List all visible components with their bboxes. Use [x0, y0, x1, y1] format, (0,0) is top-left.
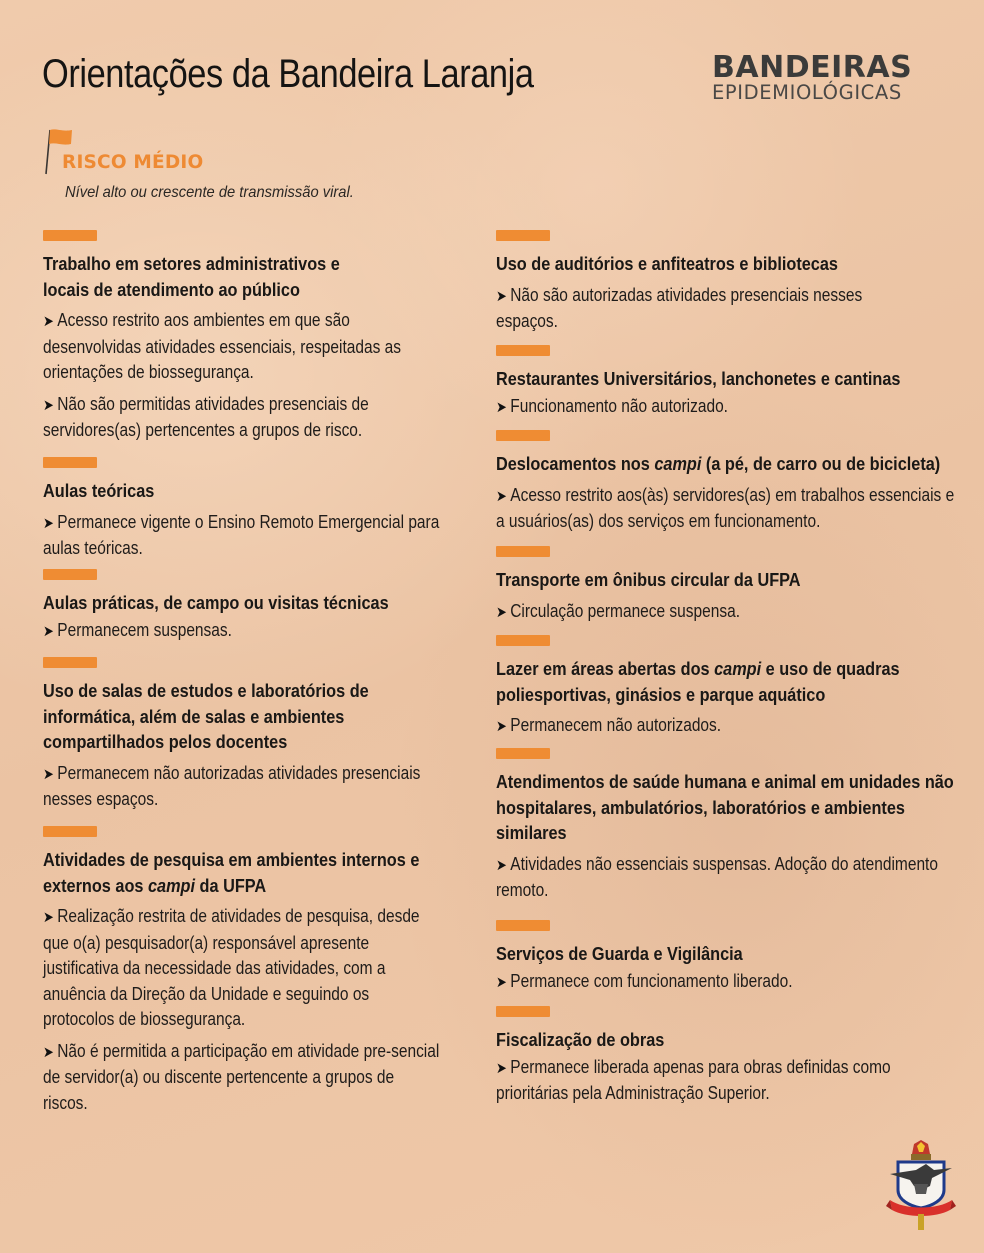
section-item: ➤ Não são permitidas atividades presenciais de servidores(as) pertencentes a grupos de risco. — [43, 393, 369, 440]
section-health-services — [496, 748, 956, 904]
section-item: ➤ Não é permitida a participação em atividade pre-sencial de servidor(a) ou discente pertencente a grupos de riscos. — [43, 1040, 440, 1113]
section-title: Aulas teóricas — [43, 480, 155, 501]
university-seal-icon — [886, 1140, 956, 1232]
section-item: ➤ Acesso restrito aos(às) servidores(as) em trabalhos essenciais e a usuários(as) dos serviços em funcionamento. — [496, 484, 955, 531]
section-title: Lazer em áreas abertas dos campi e uso de quadras poliesportivas, ginásios e parque aquático — [496, 658, 900, 705]
bullet-arrow-icon: ➤ — [43, 908, 54, 926]
section-item: ➤ Permanece com funcionamento liberado. — [496, 970, 793, 991]
section-leisure — [496, 635, 956, 740]
section-title: Atendimentos de saúde humana e animal em unidades não hospitalares, ambulatórios, laboratórios e ambientes similares — [496, 771, 954, 843]
bullet-arrow-icon: ➤ — [496, 397, 507, 416]
section-marker — [496, 230, 550, 241]
bullet-arrow-icon: ➤ — [43, 1042, 54, 1061]
section-marker — [43, 826, 97, 837]
bullet-arrow-icon: ➤ — [496, 486, 507, 505]
section-marker — [496, 635, 550, 646]
section-item: ➤ Atividades não essenciais suspensas. Adoção do atendimento remoto. — [496, 853, 938, 900]
section-item: ➤ Acesso restrito aos ambientes em que são desenvolvidas atividades essenciais, respeitadas as orientações de biossegurança. — [43, 310, 401, 382]
risk-level — [44, 126, 444, 206]
bullet-arrow-icon: ➤ — [496, 717, 507, 735]
section-item: ➤ Funcionamento não autorizado. — [496, 395, 728, 416]
section-marker — [496, 430, 550, 441]
section-theory-classes — [43, 457, 443, 562]
bullet-arrow-icon: ➤ — [43, 621, 54, 640]
bullet-arrow-icon: ➤ — [43, 513, 54, 532]
bullet-arrow-icon: ➤ — [43, 395, 54, 414]
section-marker — [43, 457, 97, 468]
section-title: Atividades de pesquisa em ambientes internos e externos aos campi da UFPA — [43, 849, 420, 896]
section-title: Restaurantes Universitários, lanchonetes e cantinas — [496, 368, 901, 389]
section-title: Fiscalização de obras — [496, 1029, 665, 1050]
section-restaurants — [496, 345, 956, 420]
section-item: ➤ Realização restrita de atividades de pesquisa, desde que o(a) pesquisador(a) responsável apresente justificativa da necessidade das atividades, com a anuência da Direção da Unidade e seguindo os protocolos de biossegurança. — [43, 906, 420, 1029]
section-marker — [43, 657, 97, 668]
section-security-services — [496, 920, 956, 995]
section-campus-bus — [496, 546, 956, 625]
section-item: ➤ Permanecem suspensas. — [43, 619, 232, 640]
bullet-arrow-icon: ➤ — [496, 602, 507, 621]
section-practical-classes — [43, 569, 443, 644]
section-title: Serviços de Guarda e Vigilância — [496, 943, 743, 964]
section-title: Uso de auditórios e anfiteatros e bibliotecas — [496, 253, 838, 274]
bullet-arrow-icon: ➤ — [496, 1058, 507, 1077]
section-marker — [43, 569, 97, 580]
section-title: Deslocamentos nos campi (a pé, de carro ou de bicicleta) — [496, 453, 941, 474]
section-title: Trabalho em setores administrativos e locais de atendimento ao público — [43, 253, 340, 300]
bullet-arrow-icon: ➤ — [43, 764, 54, 783]
section-item: ➤ Permanece vigente o Ensino Remoto Emergencial para aulas teóricas. — [43, 511, 440, 558]
brand-subtitle: EPIDEMIOLÓGICAS — [712, 81, 902, 104]
bullet-arrow-icon: ➤ — [496, 286, 507, 305]
section-marker — [496, 345, 550, 356]
section-marker — [496, 546, 550, 557]
section-item: ➤ Permanece liberada apenas para obras definidas como prioritárias pela Administração Superior. — [496, 1056, 891, 1103]
section-item: ➤ Não são autorizadas atividades presenciais nesses espaços. — [496, 284, 863, 331]
bullet-arrow-icon: ➤ — [496, 855, 507, 874]
section-administrative-work — [43, 230, 443, 444]
section-title: Aulas práticas, de campo ou visitas técnicas — [43, 592, 389, 613]
section-study-rooms — [43, 657, 443, 813]
section-auditoriums — [496, 230, 956, 335]
page-title: Orientações da Bandeira Laranja — [42, 52, 534, 96]
brand-logo — [712, 52, 952, 104]
risk-label: RISCO MÉDIO — [62, 152, 204, 173]
section-item: ➤ Permanecem não autorizados. — [496, 715, 722, 735]
brand-title: BANDEIRAS — [712, 50, 913, 85]
section-item: ➤ Circulação permanece suspensa. — [496, 600, 741, 621]
bullet-arrow-icon: ➤ — [43, 312, 54, 330]
section-marker — [496, 920, 550, 931]
section-title: Transporte em ônibus circular da UFPA — [496, 569, 801, 590]
section-construction — [496, 1006, 956, 1107]
section-research — [43, 826, 443, 1116]
risk-description: Nível alto ou crescente de transmissão viral. — [65, 184, 354, 201]
section-marker — [496, 748, 550, 759]
section-item: ➤ Permanecem não autorizadas atividades presenciais nesses espaços. — [43, 762, 421, 809]
section-marker — [496, 1006, 550, 1017]
section-campus-commute — [496, 430, 956, 535]
section-title: Uso de salas de estudos e laboratórios de informática, além de salas e ambientes compartilhados pelos docentes — [43, 680, 369, 752]
bullet-arrow-icon: ➤ — [496, 972, 507, 991]
section-marker — [43, 230, 97, 241]
